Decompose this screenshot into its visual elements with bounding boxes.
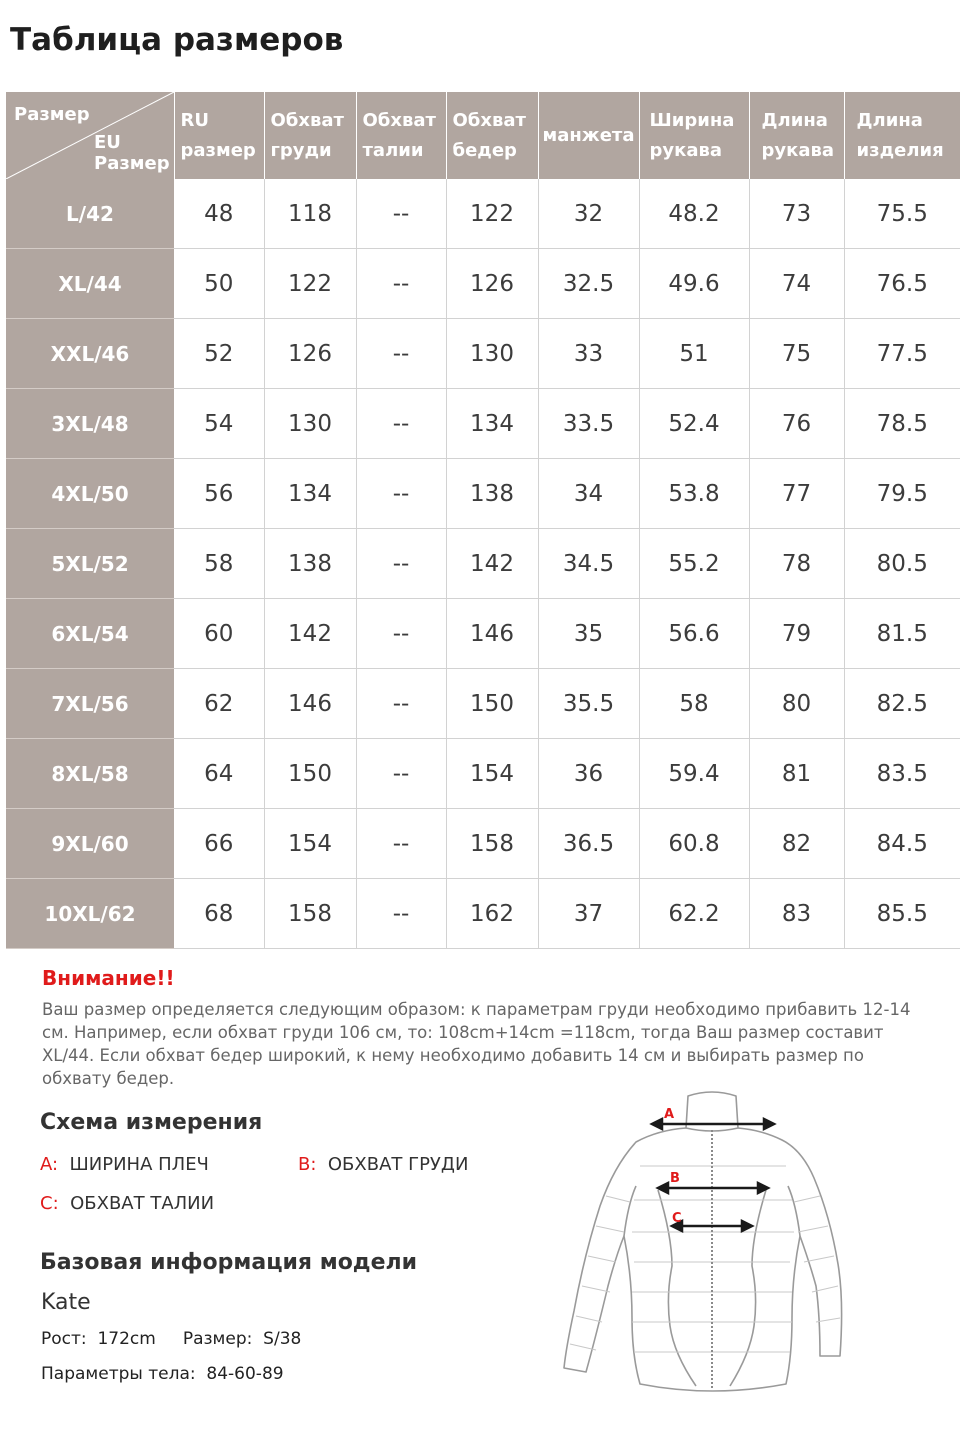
table-cell: 36 bbox=[538, 739, 639, 809]
table-cell: 138 bbox=[446, 459, 538, 529]
jacket-armpit-right bbox=[788, 1186, 800, 1236]
table-cell: -- bbox=[356, 879, 446, 949]
table-cell: 79.5 bbox=[844, 459, 960, 529]
diagram-label-c: C bbox=[672, 1211, 682, 1226]
table-cell: 126 bbox=[446, 249, 538, 319]
table-cell: 80.5 bbox=[844, 529, 960, 599]
table-cell: 81 bbox=[749, 739, 844, 809]
size-label-cell: L/42 bbox=[6, 179, 174, 249]
table-cell: -- bbox=[356, 249, 446, 319]
table-cell: 48.2 bbox=[639, 179, 749, 249]
table-cell: 34.5 bbox=[538, 529, 639, 599]
scheme-title: Схема измерения bbox=[40, 1110, 263, 1135]
table-cell: 118 bbox=[264, 179, 356, 249]
table-cell: 83 bbox=[749, 879, 844, 949]
table-cell: 134 bbox=[446, 389, 538, 459]
table-cell: -- bbox=[356, 319, 446, 389]
attention-text: Ваш размер определяется следующим образом: к параметрам груди необходимо прибавить 12-14 см. Например, если обхват груди 106 см, то: 108cm+14cm =118cm, тогда Ваш размер составит XL/44. Если обхват бедер широкий, к нему необходимо добавить 14 см и выбирать размер по обхвату бедер. bbox=[42, 1000, 911, 1088]
header-sleeve-length: Длина рукава bbox=[749, 92, 844, 179]
table-cell: 78.5 bbox=[844, 389, 960, 459]
table-cell: 158 bbox=[264, 879, 356, 949]
table-cell: 62 bbox=[174, 669, 264, 739]
table-cell: 55.2 bbox=[639, 529, 749, 599]
table-cell: 60 bbox=[174, 599, 264, 669]
table-cell: 60.8 bbox=[639, 809, 749, 879]
header-hips: Обхват бедер bbox=[446, 92, 538, 179]
size-label-cell: 10XL/62 bbox=[6, 879, 174, 949]
table-cell: 62.2 bbox=[639, 879, 749, 949]
corner-top-label: Размер bbox=[14, 104, 90, 125]
table-cell: 79 bbox=[749, 599, 844, 669]
table-cell: 77 bbox=[749, 459, 844, 529]
size-label-cell: 5XL/52 bbox=[6, 529, 174, 599]
table-row bbox=[6, 669, 960, 739]
size-label-cell: 4XL/50 bbox=[6, 459, 174, 529]
table-cell: 37 bbox=[538, 879, 639, 949]
table-cell: 78 bbox=[749, 529, 844, 599]
table-cell: 50 bbox=[174, 249, 264, 319]
table-cell: 154 bbox=[446, 739, 538, 809]
arrow-a-right-icon bbox=[764, 1119, 774, 1129]
table-cell: 142 bbox=[446, 529, 538, 599]
size-label-cell: 7XL/56 bbox=[6, 669, 174, 739]
table-cell: 51 bbox=[639, 319, 749, 389]
jacket-measurement-diagram bbox=[540, 1086, 850, 1398]
size-table bbox=[6, 92, 960, 949]
table-cell: 142 bbox=[264, 599, 356, 669]
table-cell: 68 bbox=[174, 879, 264, 949]
table-cell: -- bbox=[356, 809, 446, 879]
table-cell: 130 bbox=[446, 319, 538, 389]
header-cuff: манжета bbox=[538, 92, 639, 179]
arrow-b-right-icon bbox=[758, 1183, 768, 1193]
table-cell: 134 bbox=[264, 459, 356, 529]
table-cell: 154 bbox=[264, 809, 356, 879]
size-label-cell: 8XL/58 bbox=[6, 739, 174, 809]
table-cell: 75.5 bbox=[844, 179, 960, 249]
header-ru-size: RU размер bbox=[174, 92, 264, 179]
table-cell: 150 bbox=[446, 669, 538, 739]
corner-header bbox=[6, 92, 174, 179]
table-cell: -- bbox=[356, 669, 446, 739]
jacket-quilting-lines bbox=[570, 1166, 840, 1352]
table-cell: 150 bbox=[264, 739, 356, 809]
table-cell: 35 bbox=[538, 599, 639, 669]
diagram-label-a: A bbox=[664, 1107, 675, 1122]
diagram-label-b: B bbox=[670, 1171, 680, 1186]
table-row bbox=[6, 809, 960, 879]
table-row bbox=[6, 319, 960, 389]
size-table-body bbox=[6, 179, 960, 949]
table-cell: 34 bbox=[538, 459, 639, 529]
table-cell: 35.5 bbox=[538, 669, 639, 739]
legend-item-a: A: ШИРИНА ПЛЕЧ bbox=[40, 1154, 209, 1175]
table-row bbox=[6, 879, 960, 949]
table-row bbox=[6, 529, 960, 599]
header-chest: Обхват груди bbox=[264, 92, 356, 179]
model-body-params: Параметры тела: 84-60-89 bbox=[41, 1364, 284, 1384]
jacket-armpit-left bbox=[624, 1186, 636, 1236]
table-cell: 80 bbox=[749, 669, 844, 739]
table-cell: 52 bbox=[174, 319, 264, 389]
header-item-length: Длина изделия bbox=[844, 92, 960, 179]
table-cell: -- bbox=[356, 389, 446, 459]
table-cell: 53.8 bbox=[639, 459, 749, 529]
table-cell: 85.5 bbox=[844, 879, 960, 949]
table-row bbox=[6, 179, 960, 249]
table-cell: 64 bbox=[174, 739, 264, 809]
table-cell: 82 bbox=[749, 809, 844, 879]
table-cell: 54 bbox=[174, 389, 264, 459]
corner-bottom-label: EU Размер bbox=[94, 132, 170, 174]
table-cell: 122 bbox=[446, 179, 538, 249]
table-cell: 66 bbox=[174, 809, 264, 879]
table-cell: 74 bbox=[749, 249, 844, 319]
table-cell: 73 bbox=[749, 179, 844, 249]
table-cell: 158 bbox=[446, 809, 538, 879]
table-cell: 76 bbox=[749, 389, 844, 459]
table-cell: 84.5 bbox=[844, 809, 960, 879]
model-height-size: Рост: 172cm Размер: S/38 bbox=[41, 1329, 302, 1349]
legend-item-b: B: ОБХВАТ ГРУДИ bbox=[298, 1154, 469, 1175]
table-cell: 33 bbox=[538, 319, 639, 389]
table-cell: 83.5 bbox=[844, 739, 960, 809]
table-cell: 56.6 bbox=[639, 599, 749, 669]
table-cell: 32 bbox=[538, 179, 639, 249]
table-cell: 162 bbox=[446, 879, 538, 949]
table-cell: 59.4 bbox=[639, 739, 749, 809]
table-cell: -- bbox=[356, 179, 446, 249]
table-cell: 81.5 bbox=[844, 599, 960, 669]
legend-item-c: C: ОБХВАТ ТАЛИИ bbox=[40, 1193, 215, 1214]
table-cell: 52.4 bbox=[639, 389, 749, 459]
table-cell: 130 bbox=[264, 389, 356, 459]
model-name: Kate bbox=[41, 1290, 91, 1315]
table-cell: 56 bbox=[174, 459, 264, 529]
table-cell: -- bbox=[356, 599, 446, 669]
table-row bbox=[6, 459, 960, 529]
arrow-b-left-icon bbox=[658, 1183, 668, 1193]
header-waist: Обхват талии bbox=[356, 92, 446, 179]
jacket-waist-seam-right bbox=[730, 1190, 766, 1386]
table-row bbox=[6, 389, 960, 459]
table-cell: 77.5 bbox=[844, 319, 960, 389]
table-row bbox=[6, 739, 960, 809]
table-cell: -- bbox=[356, 739, 446, 809]
table-cell: 58 bbox=[174, 529, 264, 599]
table-cell: 58 bbox=[639, 669, 749, 739]
model-info-title: Базовая информация модели bbox=[40, 1250, 418, 1275]
size-label-cell: XL/44 bbox=[6, 249, 174, 319]
table-row bbox=[6, 599, 960, 669]
table-header-row bbox=[6, 92, 960, 179]
page-title: Таблица размеров bbox=[10, 22, 344, 58]
table-cell: -- bbox=[356, 529, 446, 599]
table-cell: 75 bbox=[749, 319, 844, 389]
table-cell: 33.5 bbox=[538, 389, 639, 459]
table-cell: -- bbox=[356, 459, 446, 529]
table-cell: 76.5 bbox=[844, 249, 960, 319]
table-cell: 146 bbox=[446, 599, 538, 669]
table-cell: 138 bbox=[264, 529, 356, 599]
table-cell: 48 bbox=[174, 179, 264, 249]
table-cell: 122 bbox=[264, 249, 356, 319]
table-cell: 146 bbox=[264, 669, 356, 739]
table-cell: 126 bbox=[264, 319, 356, 389]
table-row bbox=[6, 249, 960, 319]
arrow-c-right-icon bbox=[742, 1221, 752, 1231]
table-cell: 36.5 bbox=[538, 809, 639, 879]
size-label-cell: 9XL/60 bbox=[6, 809, 174, 879]
table-cell: 82.5 bbox=[844, 669, 960, 739]
arrow-a-left-icon bbox=[652, 1119, 662, 1129]
table-cell: 49.6 bbox=[639, 249, 749, 319]
table-cell: 32.5 bbox=[538, 249, 639, 319]
header-sleeve-width: Ширина рукава bbox=[639, 92, 749, 179]
attention-title: Внимание!! bbox=[42, 966, 175, 990]
size-label-cell: 3XL/48 bbox=[6, 389, 174, 459]
size-label-cell: XXL/46 bbox=[6, 319, 174, 389]
size-label-cell: 6XL/54 bbox=[6, 599, 174, 669]
